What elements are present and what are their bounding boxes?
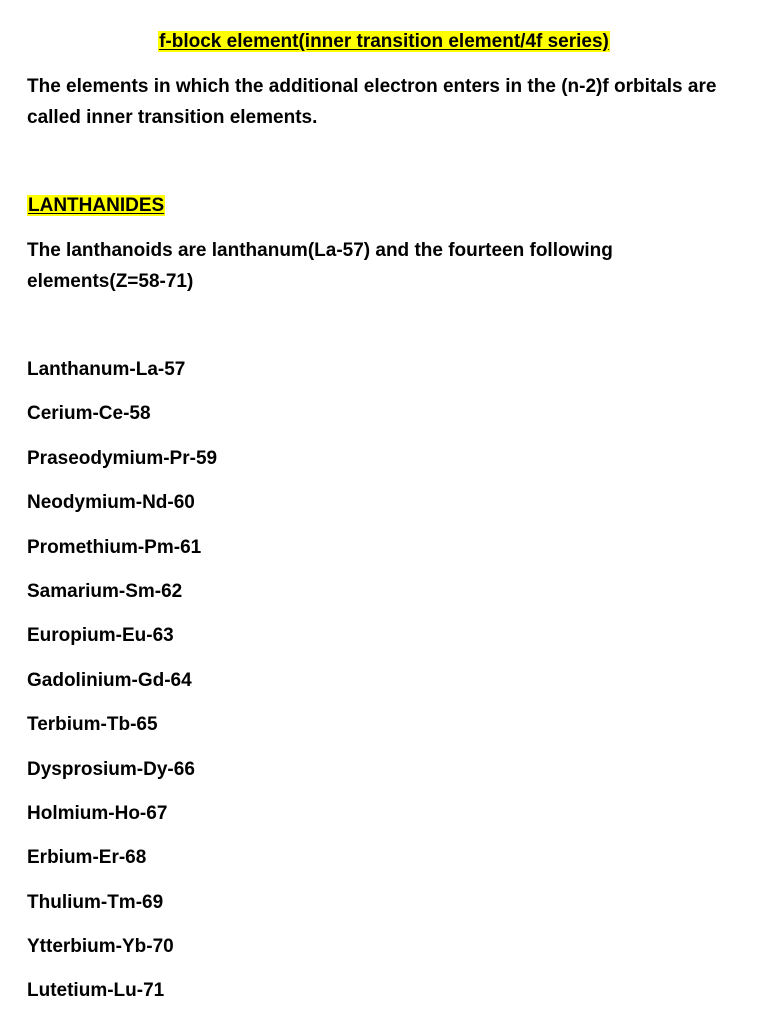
lanthanides-paragraph: The lanthanoids are lanthanum(La-57) and the fourteen following elements(Z=58-71) xyxy=(27,240,613,292)
list-item: Gadolinium-Gd-64 xyxy=(27,669,192,691)
page-title: f-block element(inner transition element/4f series) xyxy=(159,31,609,52)
element-list xyxy=(27,358,217,1024)
title-container xyxy=(0,30,768,54)
list-item: Lanthanum-La-57 xyxy=(27,359,186,380)
list-item: Europium-Eu-63 xyxy=(27,625,174,647)
list-item: Ytterbium-Yb-70 xyxy=(27,936,174,958)
list-item: Holmium-Ho-67 xyxy=(27,802,168,824)
list-item: Neodymium-Nd-60 xyxy=(27,492,195,514)
list-item: Terbium-Tb-65 xyxy=(27,714,158,736)
list-item: Erbium-Er-68 xyxy=(27,847,147,869)
lanthanides-heading: LANTHANIDES xyxy=(28,195,165,216)
list-item: Samarium-Sm-62 xyxy=(27,580,183,602)
list-item: Thulium-Tm-69 xyxy=(27,891,164,913)
intro-paragraph: The elements in which the additional electron enters in the (n-2)f orbitals are called inner transition elements. xyxy=(27,76,717,128)
list-item: Lutetium-Lu-71 xyxy=(27,980,165,1002)
list-item: Cerium-Ce-58 xyxy=(27,403,151,425)
list-item: Dysprosium-Dy-66 xyxy=(27,758,195,780)
list-item: Promethium-Pm-61 xyxy=(27,536,202,558)
section-heading-container xyxy=(27,194,165,218)
list-item: Praseodymium-Pr-59 xyxy=(27,447,218,469)
